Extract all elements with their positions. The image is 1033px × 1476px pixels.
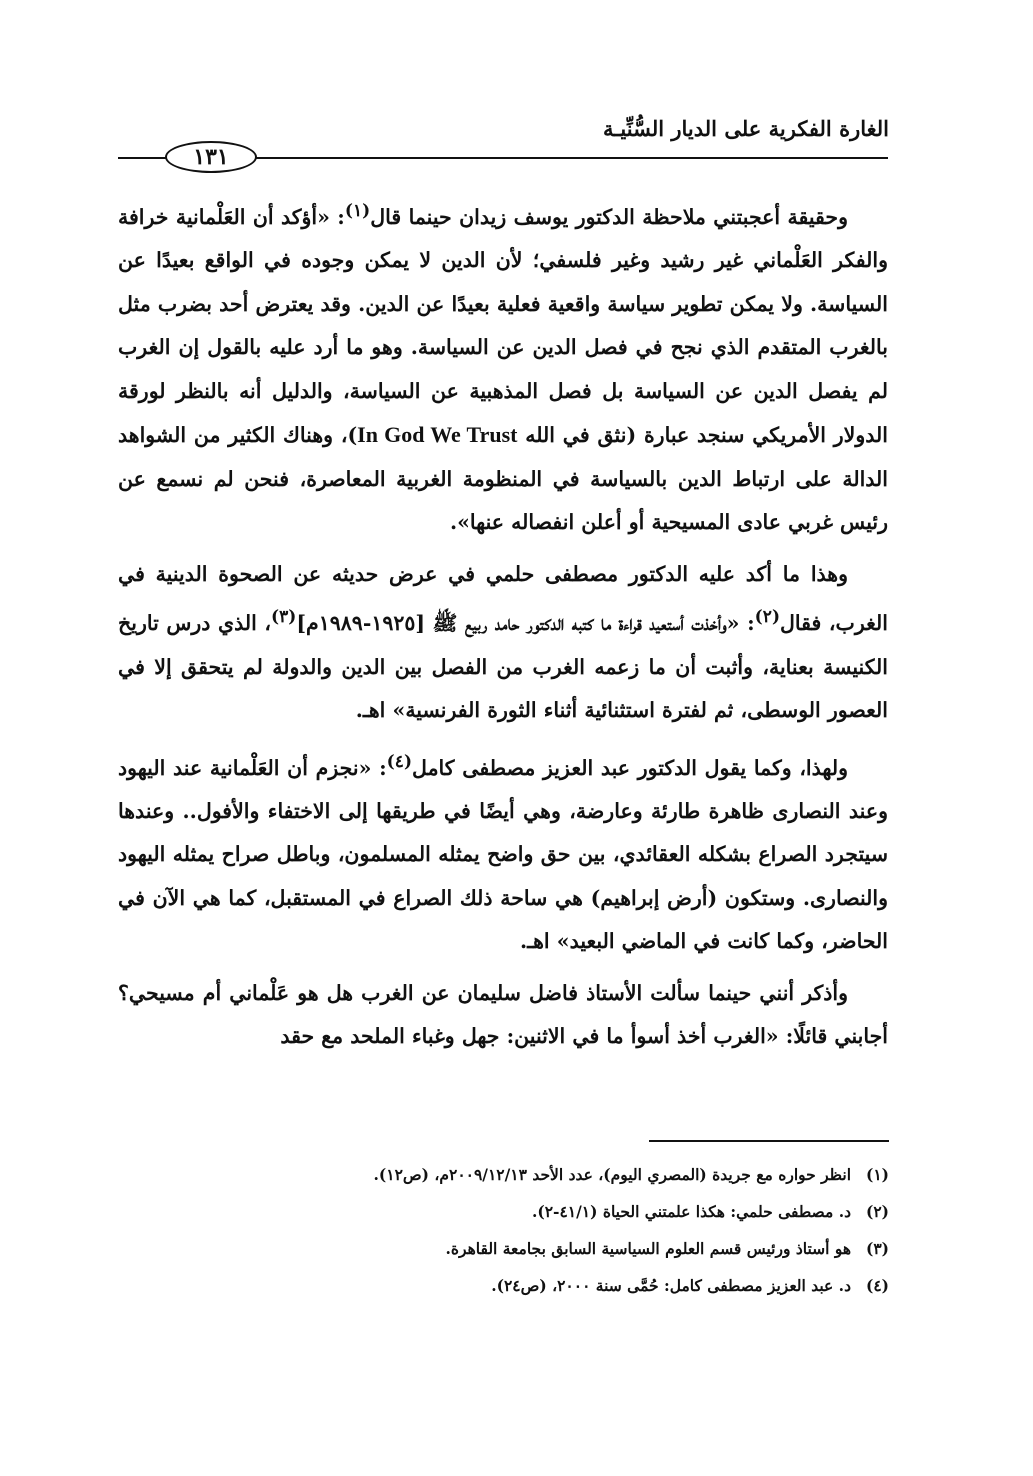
footnote-number: (٢) — [865, 1202, 889, 1221]
p3-text-1: ولهذا، وكما يقول الدكتور عبد العزيز مصطفى كامل — [412, 755, 848, 780]
footnote-1 — [189, 1156, 889, 1193]
p2-text-1: وهذا ما أكد عليه الدكتور مصطفى حلمي في عرض حديثه عن الصحوة الدينية في الغرب، فقال — [118, 561, 888, 636]
footnote-ref-3: (٣) — [270, 607, 297, 628]
footnote-3 — [189, 1230, 889, 1267]
footnote-ref-4: (٤) — [386, 751, 413, 772]
footnote-ref-2: (٢) — [754, 607, 781, 628]
page-number: ١٣١ — [193, 144, 229, 170]
footnote-number: (١) — [865, 1165, 889, 1184]
footnote-text: انظر حواره مع جريدة (المصري اليوم)، عدد الأحد ٢٠٠٩/١٢/١٣م، (ص١٢). — [373, 1165, 851, 1184]
paragraph-3 — [118, 741, 888, 964]
footnotes — [189, 1156, 889, 1304]
footnote-number: (٣) — [865, 1239, 889, 1258]
paragraph-4 — [118, 972, 888, 1059]
body-text — [118, 190, 888, 1059]
footnote-number: (٤) — [865, 1276, 889, 1295]
running-title: الغارة الفكرية على الديار السُّنِّيـة — [603, 116, 889, 141]
p2-text-2: : «وأخذت أستعيد قراءة ما كتبه الدكتور حامد ربيع ﷺ [١٩٢٥-١٩٨٩م] — [296, 611, 755, 636]
p1-text-1: وحقيقة أعجبتني ملاحظة الدكتور يوسف زيدان حينما قال — [370, 204, 848, 229]
footnote-text: هو أستاذ ورئيس قسم العلوم السياسية السابق بجامعة القاهرة. — [445, 1239, 851, 1258]
p3-text-2: : «نجزم أن العَلْمانية عند اليهود وعند النصارى ظاهرة طارئة وعارضة، وهي أيضًا في طريقها إلى الاختفاء والأفول.. وعندها سيتجرد الصراع بشكله العقائدي، بين حق واضح يمثله المسلمون، وباطل صراح يمثله اليهود والنصارى. وستكون (أرض إبراهيم) هي ساحة ذلك الصراع في المستقبل، كما هي الآن في الحاضر، وكما كانت في الماضي البعيد» اهـ. — [118, 755, 888, 954]
footnote-rule — [649, 1140, 889, 1142]
p4-text-1: وأذكر أنني حينما سألت الأستاذ فاضل سليمان عن الغرب هل هو عَلْماني أم مسيحي؟ أجابني قائلًا: «الغرب أخذ أسوأ ما في الاثنين: جهل وغباء الملحد مع حقد — [118, 980, 888, 1049]
p1-text-2: : «أؤكد أن العَلْمانية خرافة والفكر العَلْماني غير رشيد وغير فلسفي؛ لأن الدين لا يمكن وجوده في الواقع بعيدًا عن السياسة. ولا يمكن تطوير سياسة واقعية فعلية بعيدًا عن الدين. وقد يعترض أحد بضرب مثل بالغرب المتقدم الذي نجح في فصل الدين عن السياسة. وهو ما أرد عليه بالقول إن الغرب لم يفصل الدين عن السياسة بل فصل المذهبية عن السياسة، والدليل أنه بالنظر لورقة الدولار الأمريكي سنجد عبارة (نثق في الله — [118, 204, 888, 448]
footnote-4 — [189, 1267, 889, 1304]
footnote-2 — [189, 1193, 889, 1230]
paragraph-1 — [118, 190, 888, 545]
p2-text-3: ، الذي درس تاريخ الكنيسة بعناية، وأثبت أن ما زعمه الغرب من الفصل بين الدين والدولة لم يتحقق إلا في العصور الوسطى، ثم لفترة استثنائية أثناء الثورة الفرنسية» اهـ. — [118, 611, 888, 723]
footnote-text: د. عبد العزيز مصطفى كامل: حُمَّى سنة ٢٠٠٠، (ص٢٤). — [491, 1276, 851, 1295]
paragraph-2 — [118, 553, 888, 733]
latin-phrase: In God We Trust — [357, 422, 518, 448]
footnote-text: د. مصطفى حلمي: هكذا علمتني الحياة (٤١/١-٢). — [531, 1202, 851, 1221]
footnote-ref-1: (١) — [344, 201, 371, 221]
p1-text-3: )، وهناك الكثير من الشواهد الدالة على ارتباط الدين بالسياسة في المنظومة الغربية المعاصرة، فنحن لم نسمع عن رئيس غربي عادى المسيحية أو أعلن انفصاله عنها». — [118, 423, 888, 535]
page-number-badge — [165, 141, 257, 173]
